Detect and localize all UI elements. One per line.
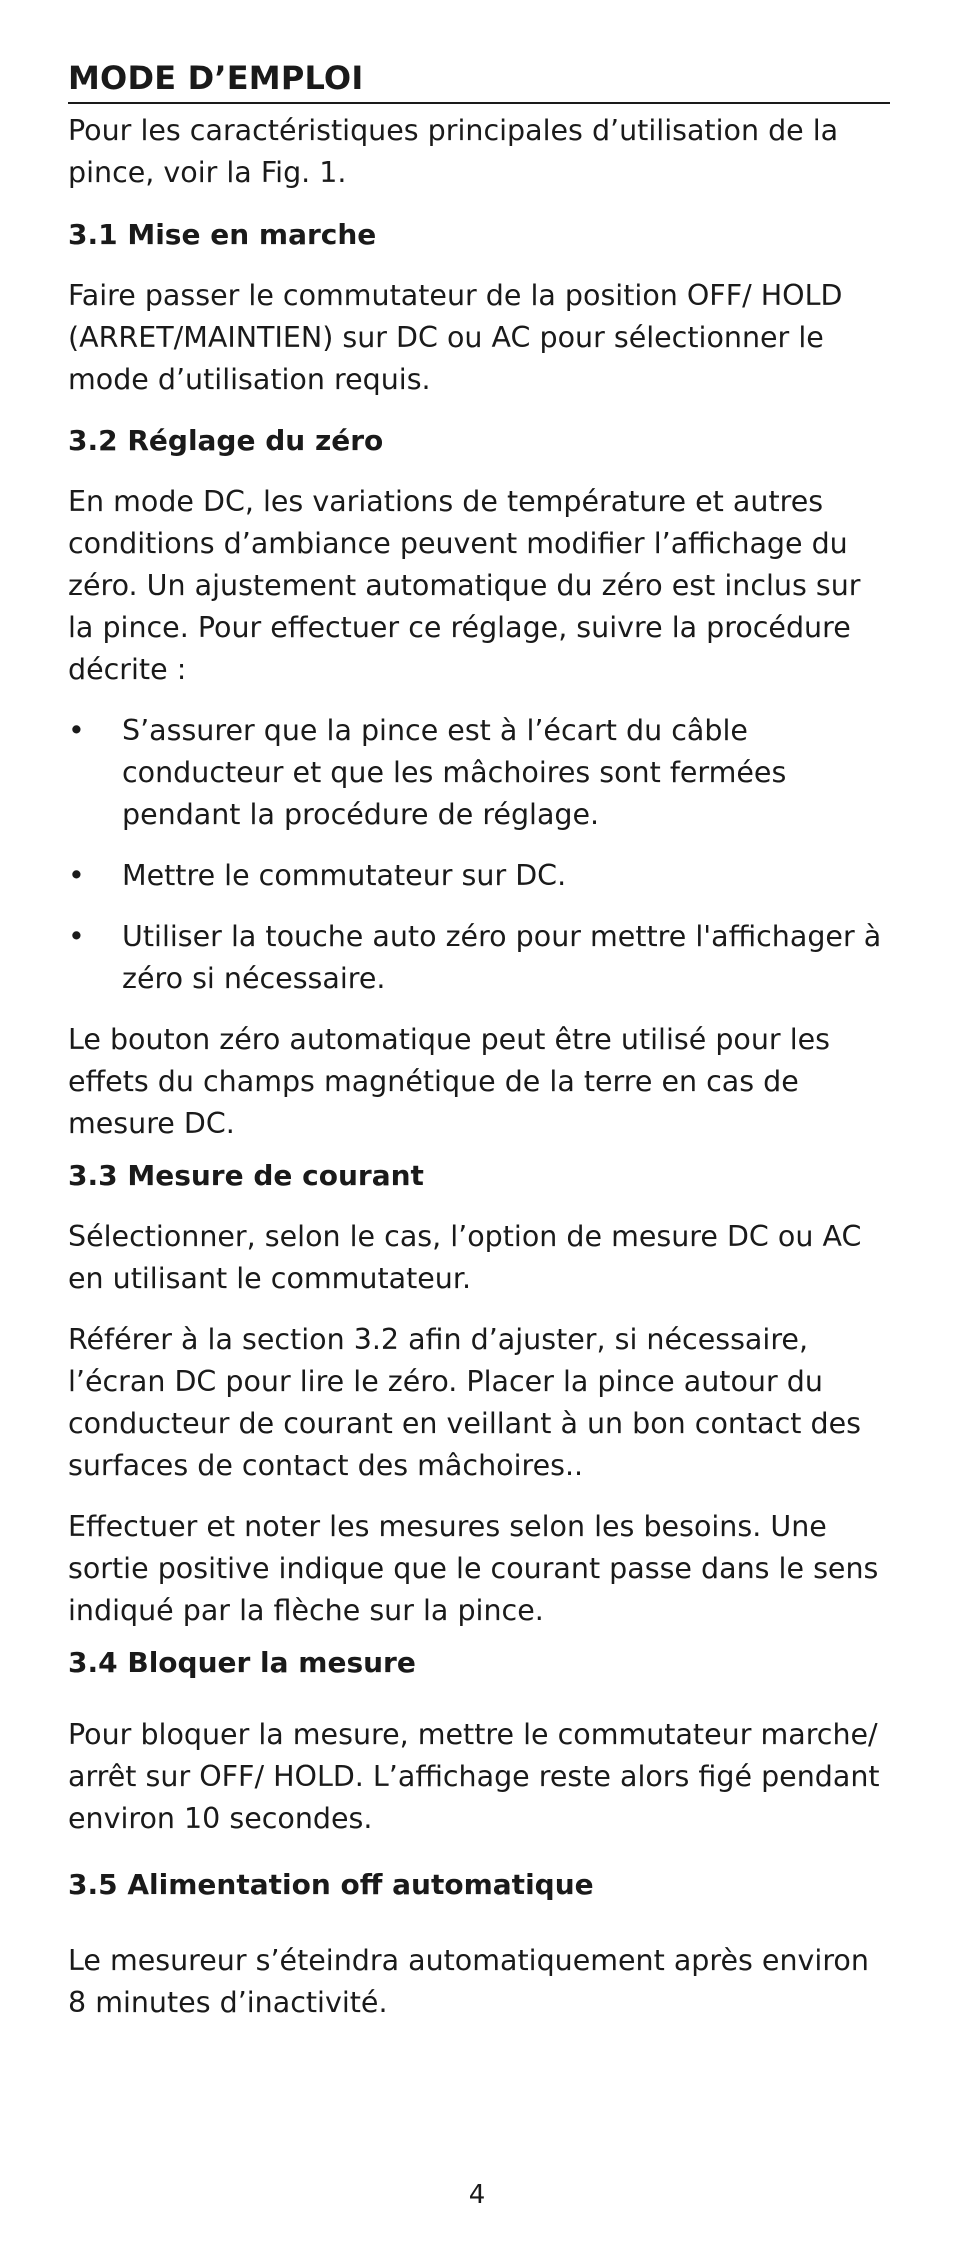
section-3-3-paragraph-2: Référer à la section 3.2 afin d’ajuster, si nécessaire, l’écran DC pour lire le zéro. Placer la pince autour du conducteur de courant en veillant à un bon contact des surfaces de contact des mâchoires.. (68, 1323, 861, 1482)
bullet-icon: • (68, 714, 85, 747)
section-3-4-paragraph: Pour bloquer la mesure, mettre le commutateur marche/ arrêt sur OFF/ HOLD. L’affichage reste alors figé pendant environ 10 secondes. (68, 1718, 880, 1835)
section-3-2-paragraph: En mode DC, les variations de température et autres conditions d’ambiance peuvent modifier l’affichage du zéro. Un ajustement automatique du zéro est inclus sur la pince. Pour effectuer ce réglage, suivre la procédure décrite : (68, 485, 861, 686)
section-3-1-paragraph: Faire passer le commutateur de la position OFF/ HOLD (ARRET/MAINTIEN) sur DC ou AC pour sélectionner le mode d’utilisation requis. (68, 279, 843, 396)
section-heading-3-1: 3.1 Mise en marche (68, 218, 377, 251)
page-title: MODE D’EMPLOI (68, 58, 890, 104)
list-item-text: S’assurer que la pince est à l’écart du câble conducteur et que les mâchoires sont fermées pendant la procédure de réglage. (122, 714, 787, 831)
section-heading-3-5: 3.5 Alimentation off automatique (68, 1868, 594, 1901)
bullet-icon: • (68, 920, 85, 953)
list-item (68, 855, 890, 897)
section-3-2-bullet-list (68, 710, 890, 1000)
list-item (68, 710, 890, 836)
section-3-2-closing-paragraph: Le bouton zéro automatique peut être utilisé pour les effets du champs magnétique de la terre en cas de mesure DC. (68, 1023, 830, 1140)
section-heading-3-2: 3.2 Réglage du zéro (68, 424, 384, 457)
intro-paragraph: Pour les caractéristiques principales d’utilisation de la pince, voir la Fig. 1. (68, 114, 839, 189)
section-heading-3-4: 3.4 Bloquer la mesure (68, 1646, 416, 1679)
section-3-3-paragraph-3: Effectuer et noter les mesures selon les besoins. Une sortie positive indique que le courant passe dans le sens indiqué par la flèche sur la pince. (68, 1510, 879, 1627)
list-item-text: Mettre le commutateur sur DC. (122, 859, 567, 892)
document-page (68, 58, 890, 2024)
list-item-text: Utiliser la touche auto zéro pour mettre l'affichager à zéro si nécessaire. (122, 920, 882, 995)
bullet-icon: • (68, 859, 85, 892)
page-number: 4 (468, 2180, 486, 2210)
section-3-5-paragraph: Le mesureur s’éteindra automatiquement après environ 8 minutes d’inactivité. (68, 1944, 869, 2019)
section-heading-3-3: 3.3 Mesure de courant (68, 1159, 424, 1192)
list-item (68, 916, 890, 1000)
section-3-3-paragraph-1: Sélectionner, selon le cas, l’option de mesure DC ou AC en utilisant le commutateur. (68, 1220, 862, 1295)
